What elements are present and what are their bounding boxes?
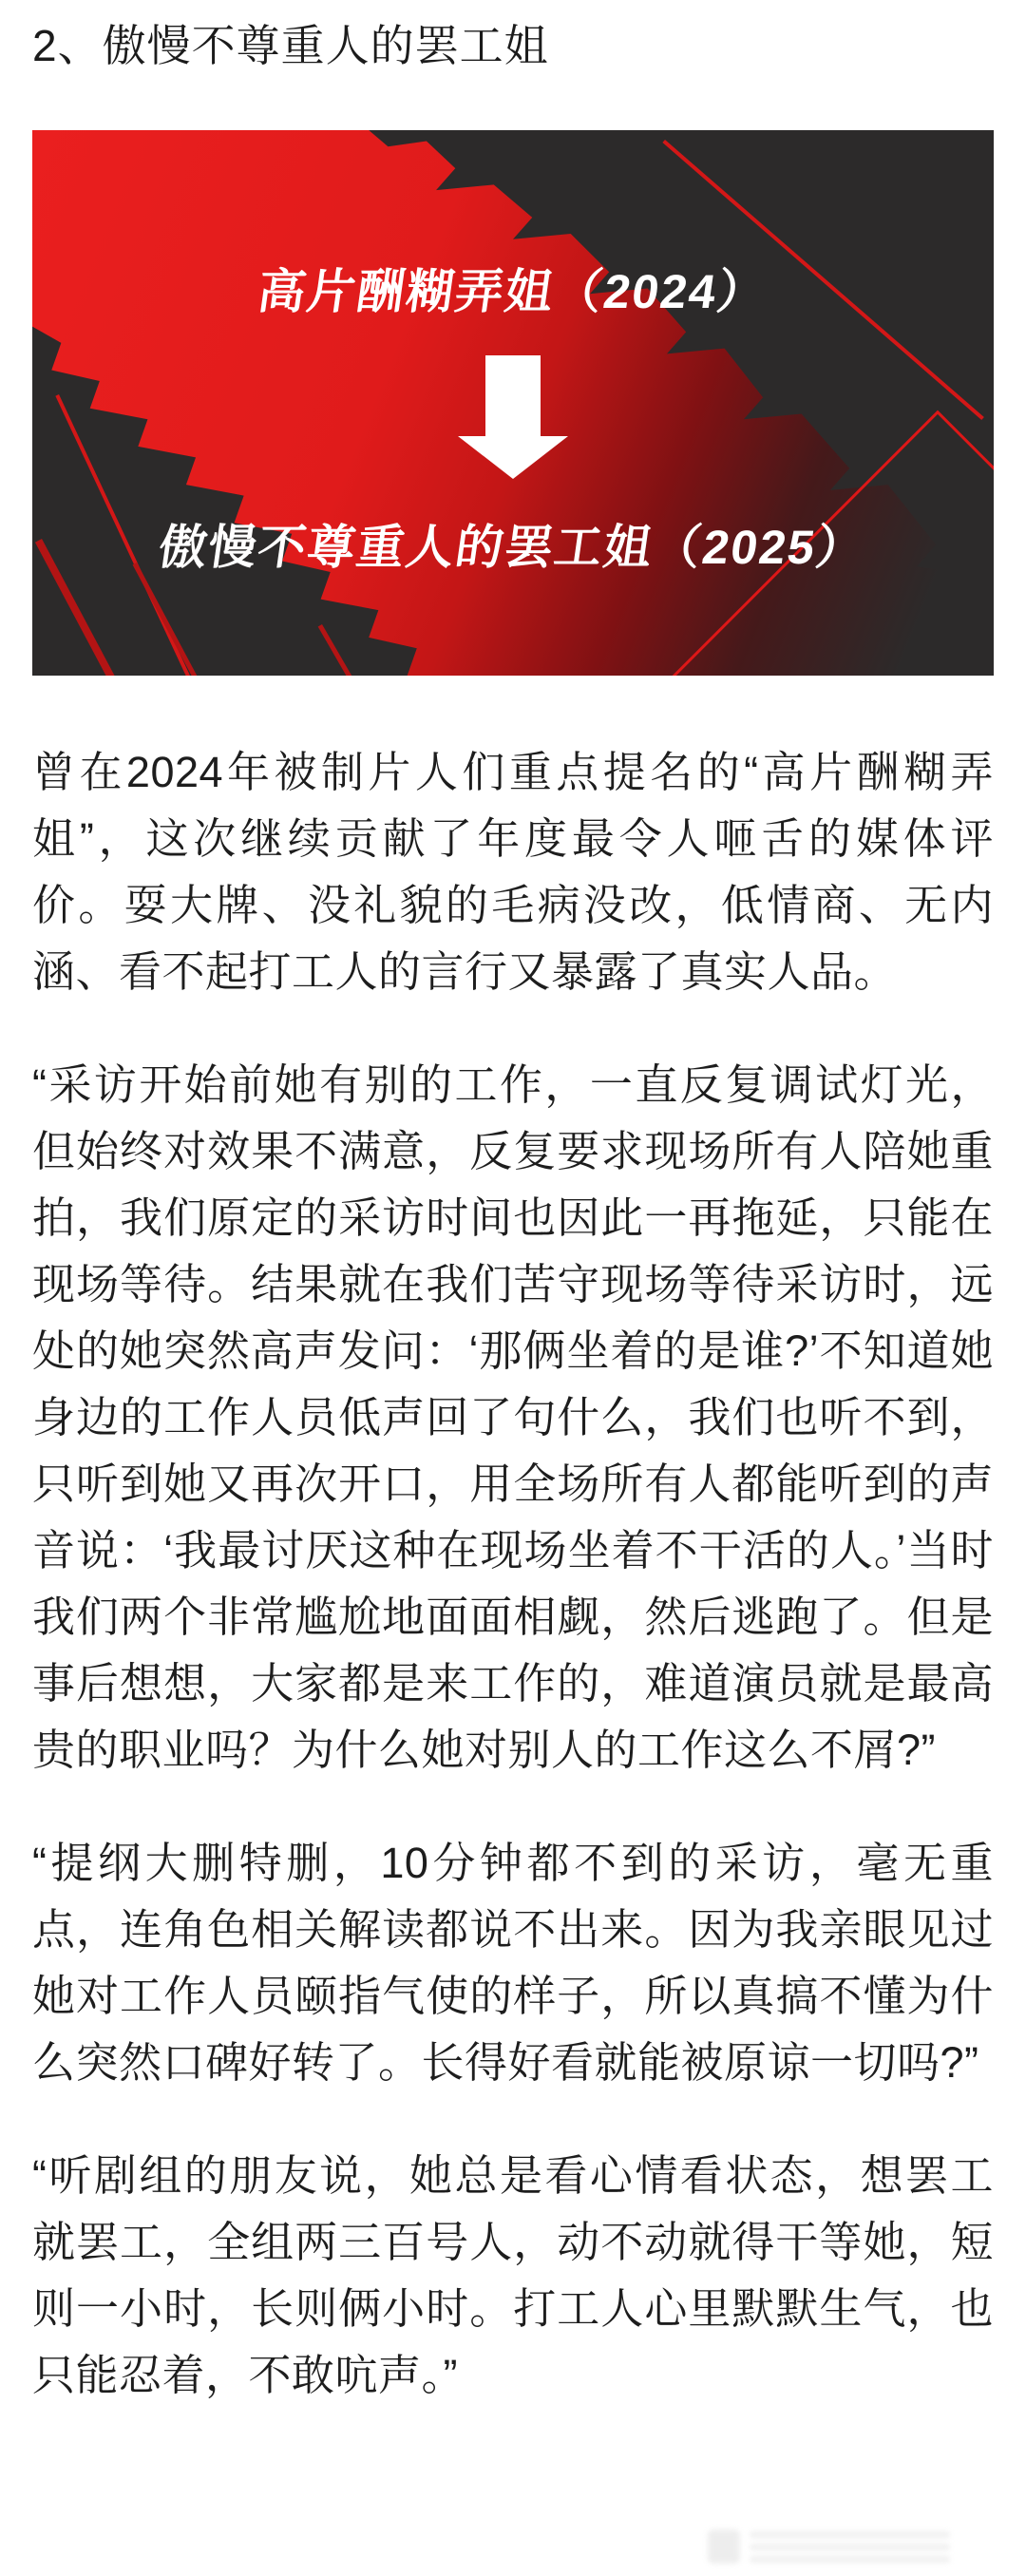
- banner-image[interactable]: [32, 130, 994, 676]
- paragraph-quote-outline: “提纲大删特删，10分钟都不到的采访，毫无重点，连角色相关解读都说不出来。因为我亲眼见过她对工作人员颐指气使的样子，所以真搞不懂为什么突然口碑好转了。长得好看就能被原谅一切吗?”: [32, 1839, 994, 2087]
- section-heading: 2、傲慢不尊重人的罢工姐: [32, 21, 549, 70]
- paragraph-quote-crew: “听剧组的朋友说，她总是看心情看状态，想罢工就罢工，全组两三百号人，动不动就得干等她，短则一小时，长则俩小时。打工人心里默默生气，也只能忍着，不敢吭声。”: [32, 2151, 994, 2399]
- paragraph-intro: 曾在2024年被制片人们重点提名的“高片酬糊弄姐”，这次继续贡献了年度最令人咂舌的媒体评价。耍大牌、没礼貌的毛病没改，低情商、无内涵、看不起打工人的言行又暴露了真实人品。: [32, 748, 994, 996]
- paragraph-quote-interview: “采访开始前她有别的工作，一直反复调试灯光，但始终对效果不满意，反复要求现场所有人陪她重拍，我们原定的采访时间也因此一再拖延，只能在现场等待。结果就在我们苦守现场等待采访时，远处的她突然高声发问：‘那俩坐着的是谁?’不知道她身边的工作人员低声回了句什么，我们也听不到，只听到她又再次开口，用全场所有人都能听到的声音说：‘我最讨厌这种在现场坐着不干活的人。’当时我们两个非常尴尬地面面相觑，然后逃跑了。但是事后想想，大家都是来工作的，难道演员就是最高贵的职业吗？为什么她对别人的工作这么不屑?”: [32, 1060, 994, 1774]
- banner-title-2024: 高片酬糊弄姐（2024）: [254, 265, 770, 318]
- watermark: [708, 2527, 950, 2566]
- article-body: [32, 739, 994, 2409]
- banner-title-2025: 傲慢不尊重人的罢工姐（2025）: [155, 521, 869, 574]
